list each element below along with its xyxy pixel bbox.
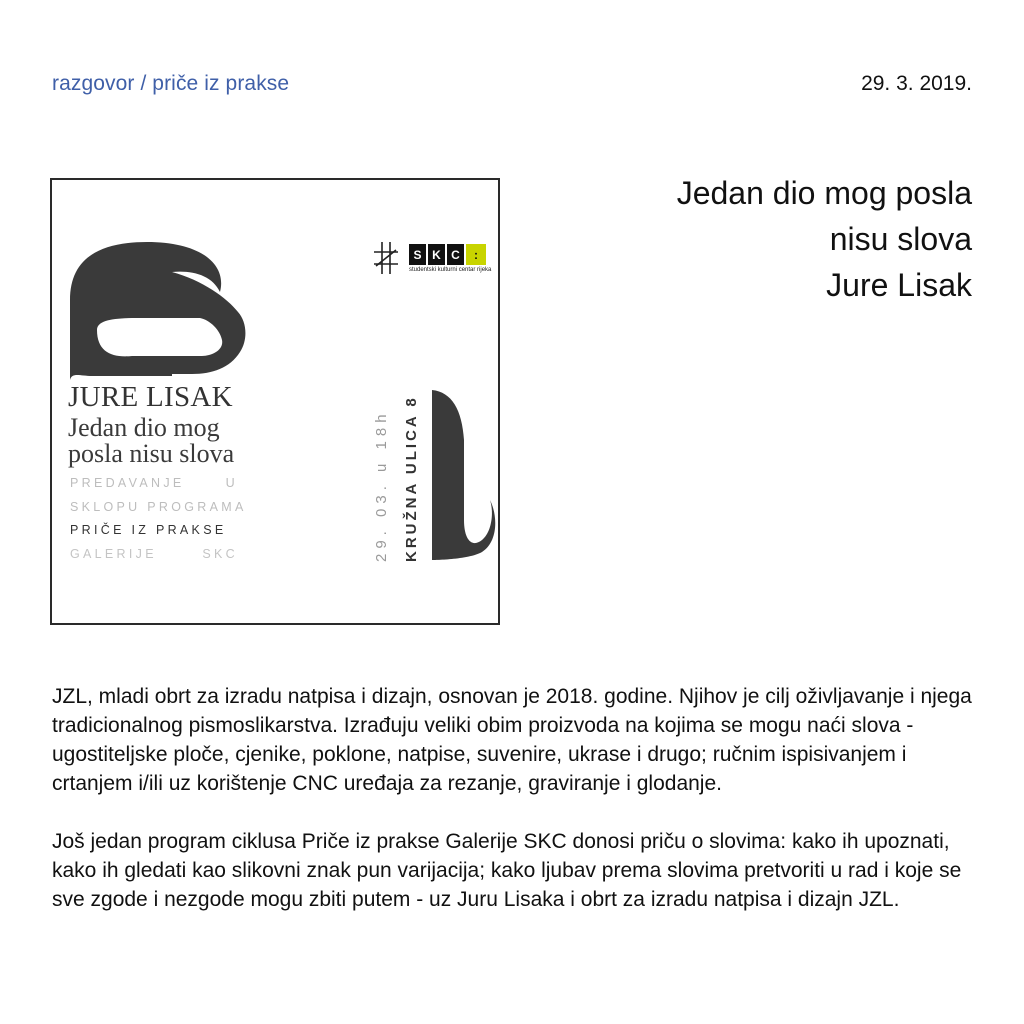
poster-subtitle-line-1 xyxy=(70,476,238,490)
article-paragraph-2: Još jedan program ciklusa Priče iz prakse Galerije SKC donosi priču o slovima: kako ih upoznati, kako ih gledati kao slikovni znak pun varijacija; kako ljubav prema slovima pretvoriti u rad i koje se sve zgode i nezgode mogu zbiti putem - uz Juru Lisaka i obrt za izradu natpisa i dizajn JZL. xyxy=(52,830,962,911)
poster-title-line-1: Jedan dio mog xyxy=(68,413,220,442)
skc-logo xyxy=(409,244,486,265)
skc-logo-letter: S xyxy=(409,244,426,265)
poster-subtitle-word: GALERIJE xyxy=(70,547,157,561)
title-line-2: nisu slova xyxy=(829,221,972,257)
poster-title-line-2: posla nisu slova xyxy=(68,439,235,468)
poster-subtitle-word: U xyxy=(225,476,238,490)
calligraphic-glyph-bottom xyxy=(432,390,495,560)
poster-subtitle-line-2 xyxy=(70,500,247,514)
calligraphic-glyph-top xyxy=(70,242,245,380)
article-paragraph-1: JZL, mladi obrt za izradu natpisa i dizajn, osnovan je 2018. godine. Njihov je cilj oživljavanje i njega tradicionalnog pismoslikarstva. Izrađuju veliki obim proizvoda na kojima se mogu naći slova - ugostiteljske ploče, cjenike, poklone, natpise, suvenire, ukrase i drugo; ručnim ispisivanjem i crtanjem i/ili uz korištenje CNC uređaja za rezanje, graviranje i glodanje. xyxy=(52,685,972,795)
jzl-logo-icon xyxy=(374,242,398,274)
title-line-3: Jure Lisak xyxy=(826,267,972,303)
publish-date: 29. 3. 2019. xyxy=(861,72,972,95)
poster-subtitle-line-3 xyxy=(70,523,238,537)
article-body xyxy=(52,682,974,943)
poster-subtitle-word: PRIČE IZ PRAKSE xyxy=(70,523,227,537)
poster-speaker-name: JURE LISAK xyxy=(68,381,233,413)
poster-event-datetime: 29. 03. u 18h xyxy=(373,409,390,562)
poster-subtitle-line-4 xyxy=(70,547,238,561)
skc-logo-letter: K xyxy=(428,244,445,265)
poster-subtitle-word: PREDAVANJE xyxy=(70,476,185,490)
event-poster xyxy=(50,178,500,625)
title-line-1: Jedan dio mog posla xyxy=(676,175,972,211)
skc-logo-subtitle: studentski kulturni centar rijeka xyxy=(409,267,492,273)
skc-logo-letter: C xyxy=(447,244,464,265)
article-title xyxy=(532,170,972,308)
category-link[interactable]: razgovor / priče iz prakse xyxy=(52,72,290,95)
poster-address: KRUŽNA ULICA 8 xyxy=(403,395,420,562)
poster-subtitle-word: SKC xyxy=(202,547,238,561)
poster-subtitle-word: SKLOPU PROGRAMA xyxy=(70,500,247,514)
skc-logo-accent: : xyxy=(466,244,486,265)
